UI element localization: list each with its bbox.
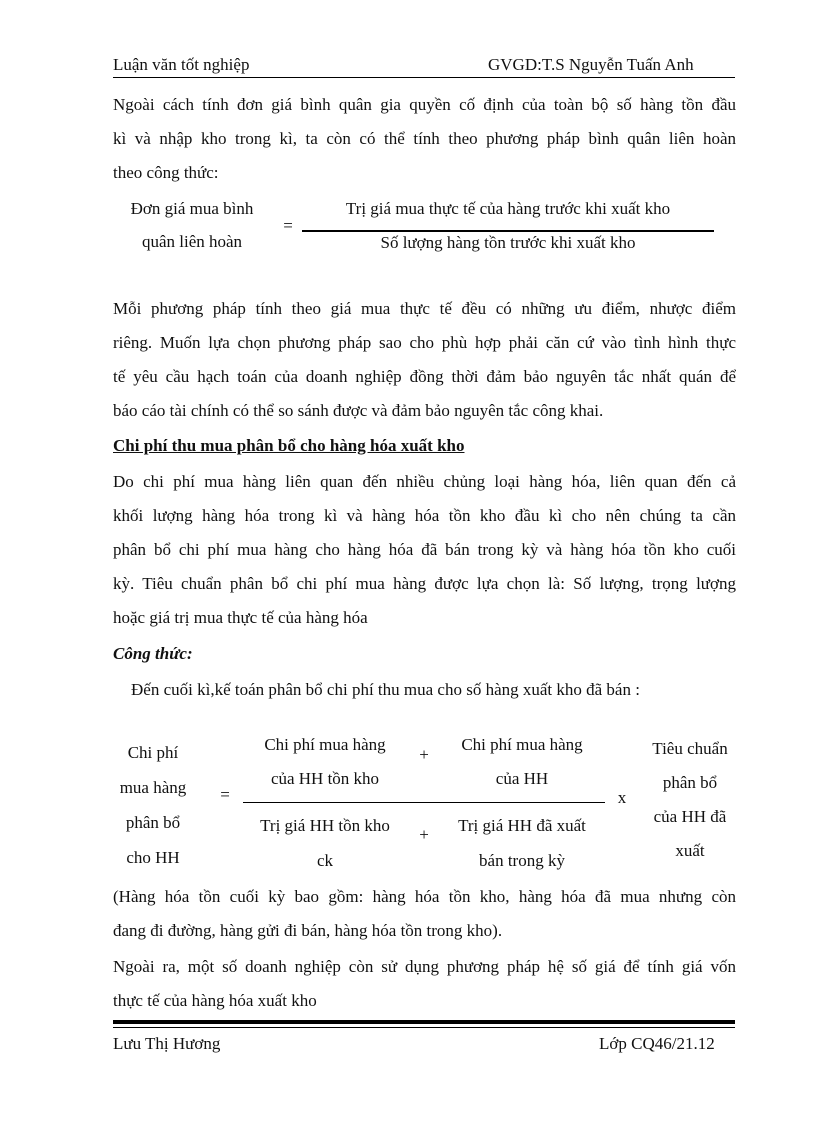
paragraph-ending-stock (113, 880, 736, 948)
paragraph-line: hoặc giá trị mua thực tế của hàng hóa (113, 608, 368, 627)
paragraph-line: phân bổ chi phí mua hàng cho hàng hóa đã bán trong kỳ và hàng hóa tồn kho cuối (113, 540, 736, 559)
footer-rule-thin (113, 1027, 735, 1028)
formula2-numerator-b (442, 728, 602, 796)
formula1-numerator: Trị giá mua thực tế của hàng trước khi xuất kho (345, 199, 671, 218)
formula2-lhs-line: phân bổ (125, 813, 181, 832)
paragraph-line: (Hàng hóa tồn cuối kỳ bao gồm: hàng hóa tồn kho, hàng hóa đã mua nhưng còn (113, 887, 736, 906)
paragraph-advantages (113, 292, 736, 428)
formula2-numerator-b-line: Chi phí mua hàng (461, 735, 583, 754)
intro-paragraph (113, 88, 736, 190)
header-rule (113, 77, 735, 78)
formula2-denominator-b-line: Trị giá HH đã xuất (458, 816, 586, 835)
formula1-fraction-bar (302, 230, 714, 232)
formula1-lhs-line1: Đơn giá mua bình (130, 199, 254, 218)
footer-right: Lớp CQ46/21.12 (599, 1034, 715, 1053)
section-heading: Chi phí thu mua phân bổ cho hàng hóa xuất kho (113, 436, 465, 455)
footer-rule-thick (113, 1020, 735, 1024)
formula1-equals: = (283, 216, 293, 235)
formula2-equals: = (220, 785, 230, 804)
formula2-rhs-line: phân bổ (662, 773, 718, 792)
paragraph-price-coefficient (113, 950, 736, 1018)
formula2-intro: Đến cuối kì,kế toán phân bổ chi phí thu mua cho số hàng xuất kho đã bán : (131, 680, 640, 699)
formula2-denominator-b-line: bán trong kỳ (479, 851, 565, 870)
formula2-denominator-b (442, 808, 602, 878)
paragraph-line: tế yêu cầu hạch toán của doanh nghiệp đồng thời đảm bảo nguyên tắc nhất quán để (113, 367, 736, 386)
formula2-numerator-plus: + (419, 745, 429, 764)
paragraph-line: Ngoài ra, một số doanh nghiệp còn sử dụng phương pháp hệ số giá để tính giá vốn (113, 957, 736, 976)
footer-left: Lưu Thị Hương (113, 1034, 221, 1053)
formula2-numerator-b-line: của HH (495, 769, 549, 788)
formula2-rhs-line: xuất (675, 841, 705, 860)
intro-line: theo công thức: (113, 163, 219, 182)
header-left: Luận văn tốt nghiệp (113, 55, 250, 74)
paragraph-line: thực tế của hàng hóa xuất kho (113, 991, 317, 1010)
paragraph-line: riêng. Muốn lựa chọn phương pháp sao cho phù hợp phải căn cứ vào tình hình thực (113, 333, 736, 352)
paragraph-line: khối lượng hàng hóa trong kì và hàng hóa tồn kho đầu kì cho nên chúng ta cần (113, 506, 736, 525)
paragraph-line: kỳ. Tiêu chuẩn phân bổ chi phí mua hàng được lựa chọn là: Số lượng, trọng lượng (113, 574, 736, 593)
formula2-numerator-a-line: Chi phí mua hàng (264, 735, 386, 754)
formula2-lhs-line: cho HH (126, 848, 180, 867)
paragraph-allocation (113, 465, 736, 635)
formula2-times: x (617, 788, 627, 807)
formula2-denominator-a-line: ck (316, 851, 334, 870)
formula-label: Công thức: (113, 644, 193, 663)
paragraph-line: Mỗi phương pháp tính theo giá mua thực tế đều có những ưu điểm, nhược điểm (113, 299, 736, 318)
header-right: GVGD:T.S Nguyễn Tuấn Anh (488, 55, 694, 74)
formula2-lhs (113, 735, 193, 875)
formula2-lhs-line: mua hàng (119, 778, 187, 797)
formula1-denominator: Số lượng hàng tồn trước khi xuất kho (380, 233, 636, 252)
formula2-rhs-line: của HH đã (653, 807, 727, 826)
paragraph-line: đang đi đường, hàng gửi đi bán, hàng hóa tồn trong kho). (113, 921, 503, 940)
formula2-rhs (640, 732, 740, 868)
formula2-fraction-bar (243, 802, 605, 803)
intro-line: kì và nhập kho trong kì, ta còn có thể tính theo phương pháp bình quân liên hoàn (113, 129, 736, 148)
formula2-numerator-a (245, 728, 405, 796)
formula2-denominator-plus: + (419, 825, 429, 844)
paragraph-line: Do chi phí mua hàng liên quan đến nhiều chủng loại hàng hóa, liên quan đến cả (113, 472, 736, 491)
formula1-lhs-line2: quân liên hoàn (141, 232, 243, 251)
formula2-lhs-line: Chi phí (127, 743, 179, 762)
formula2-denominator-a-line: Trị giá HH tồn kho (260, 816, 390, 835)
formula2-denominator-a (245, 808, 405, 878)
formula2-numerator-a-line: của HH tồn kho (270, 769, 380, 788)
formula2-rhs-line: Tiêu chuẩn (652, 739, 728, 758)
intro-line: Ngoài cách tính đơn giá bình quân gia quyền cố định của toàn bộ số hàng tồn đầu (113, 95, 736, 114)
paragraph-line: báo cáo tài chính có thể so sánh được và đảm bảo nguyên tắc công khai. (113, 401, 604, 420)
